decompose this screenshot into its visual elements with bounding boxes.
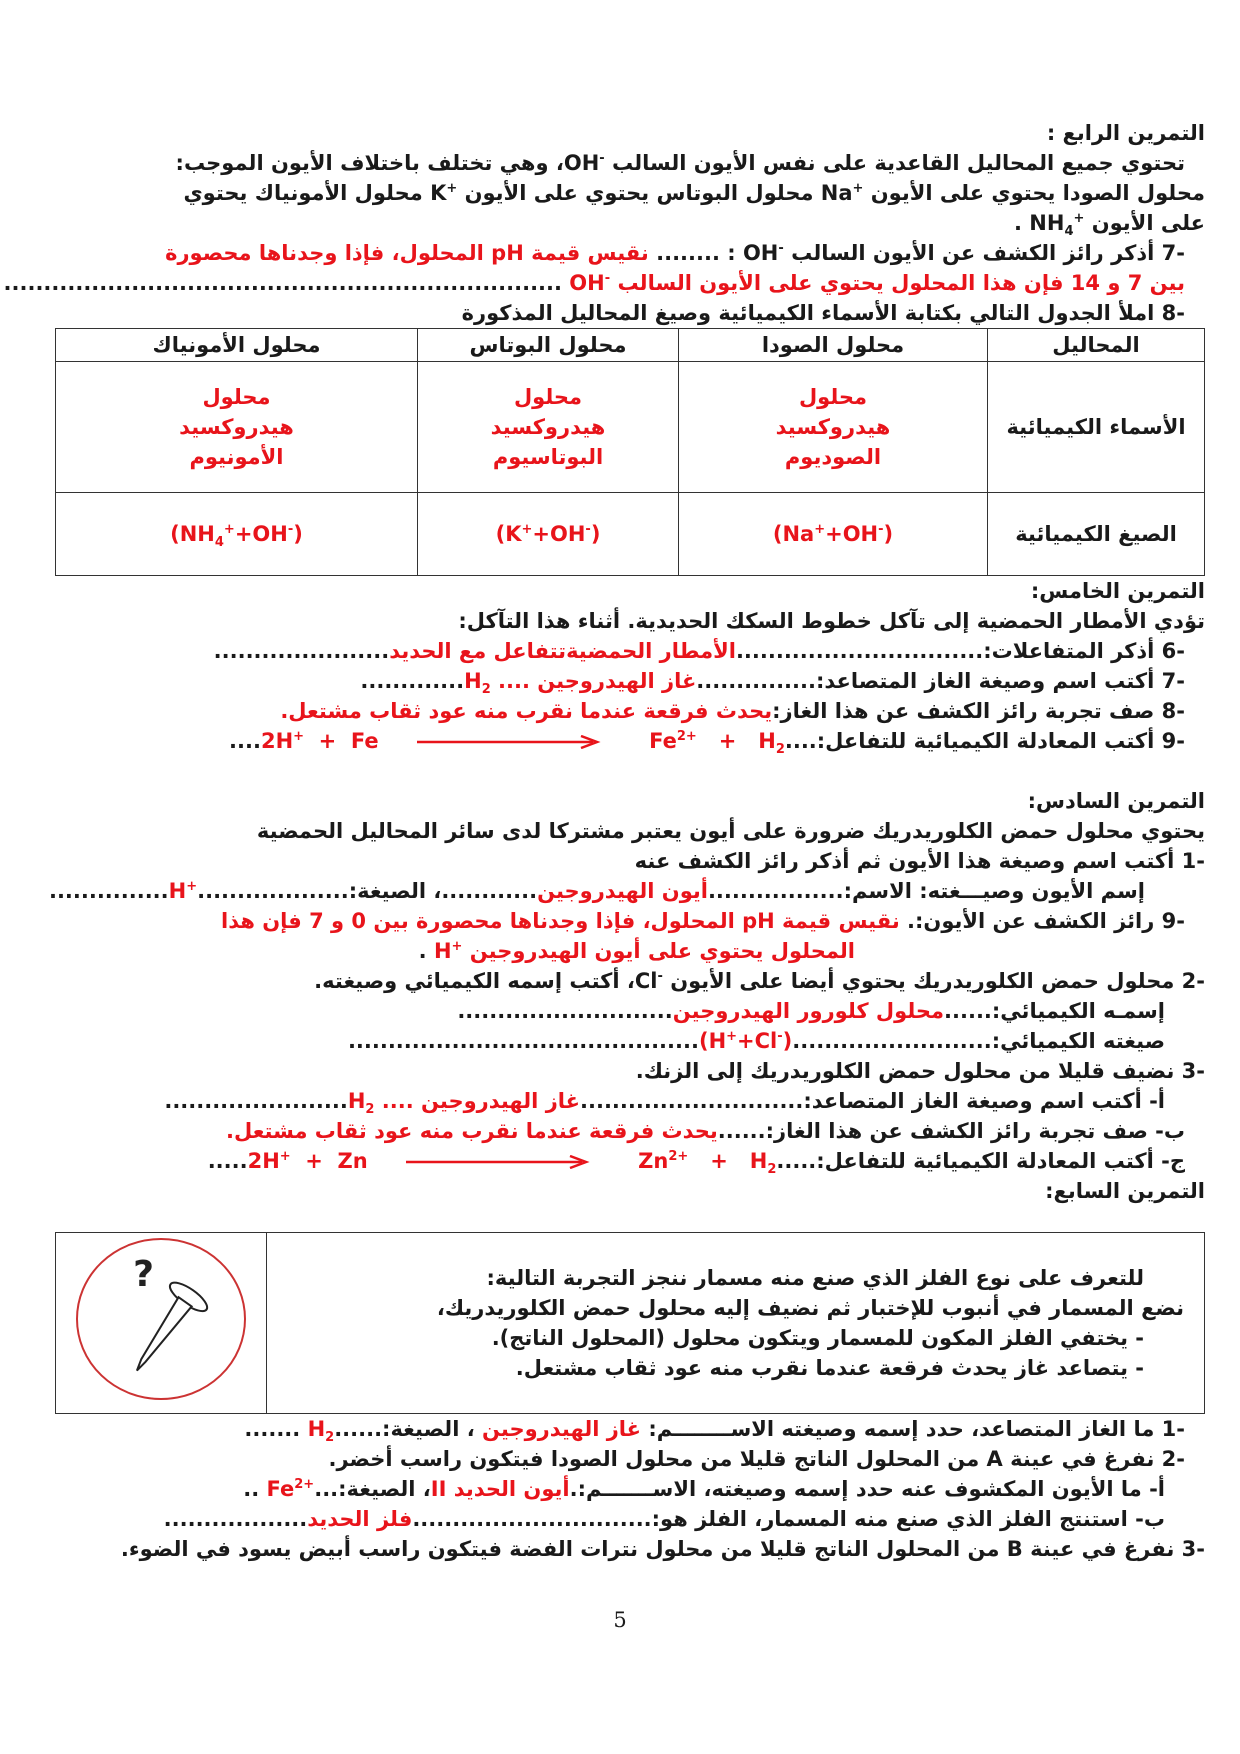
name-cell-potash: محلول هيدروكسيد البوتاسيوم bbox=[418, 362, 679, 493]
exercise-6-question-3c: ج- أكتب المعادلة الكيميائية للتفاعل:.....2H+ + Zn $Zn^{2+} + H_2$..... bbox=[55, 1146, 1205, 1176]
table-header-cell: محلول الأمونياك bbox=[56, 329, 418, 362]
exercise-6-question-3: -3 نضيف قليلا من محلول حمض الكلوريدريك إلى الزنك. bbox=[635, 1059, 1205, 1083]
exercise-7-question-2b: ب- استنتج الفلز الذي صنع منه المسمار، الفلز هو:..............................فلز الحديد.................. bbox=[163, 1507, 1165, 1531]
exercise-4-intro-line2: محلول الصودا يحتوي على الأيون Na+ محلول البوتاس يحتوي على الأيون K+ محلول الأمونياك يحتوي bbox=[183, 181, 1205, 205]
exercise-7-title: التمرين السابع: bbox=[1045, 1179, 1205, 1203]
table-row-formulas bbox=[56, 493, 1205, 576]
exercise-6-intro: يحتوي محلول حمض الكلوريدريك ضرورة على أيون يعتبر مشتركا لدى سائر المحاليل الحمضية bbox=[256, 819, 1205, 843]
exercise-6-answer-9-line2: المحلول يحتوي على أيون الهيدروجين H+ . bbox=[418, 939, 855, 963]
row-label-names: الأسماء الكيميائية bbox=[988, 362, 1205, 493]
exercise-7-question-2a: أ- ما الأيون المكشوف عنه حدد إسمه وصيغته، الاســـــــم:.أيون الحديد II، $الصيغة:...Fe^{2+}$ .. bbox=[243, 1477, 1165, 1501]
table-header-cell: محلول البوتاس bbox=[418, 329, 679, 362]
page-number: 5 bbox=[613, 1608, 627, 1632]
exercise-6-question-1: -1 أكتب اسم وصيغة هذا الأيون ثم أذكر رائز الكشف عنه bbox=[634, 849, 1205, 873]
exercise-4-question-8: -8 املأ الجدول التالي بكتابة الأسماء الكيميائية وصيغ المحاليل المذكورة bbox=[461, 301, 1185, 325]
exercise-6-question-1a: إسم الأيون وصيـــغته: الاسم:.................أيون الهيدروجين............، الصيغة:...................H+............... bbox=[48, 879, 1145, 903]
reaction-arrow-icon bbox=[404, 1155, 594, 1169]
table-row-names bbox=[56, 362, 1205, 493]
solutions-table bbox=[55, 328, 1205, 576]
exercise-7-question-3: -3 نفرغ في عينة B من المحلول الناتج قليلا من محلول نترات الفضة فيتكون راسب أبيض يسود في الضوء. bbox=[120, 1537, 1205, 1561]
exercise-4-title: التمرين الرابع : bbox=[1046, 121, 1205, 145]
table-header-cell: محلول الصودا bbox=[679, 329, 988, 362]
exercise-5-question-7: -7 أكتب اسم وصيغة الغاز المتصاعد:...............غاز الهيدروجين .... $H_2$............. bbox=[360, 669, 1185, 698]
row-label-formulas: الصيغ الكيميائية bbox=[988, 493, 1205, 576]
equation-zn: 2H+ + Zn $Zn^{2+} + H_2$ bbox=[247, 1149, 777, 1178]
exercise-6-question-3a: أ- أكتب اسم وصيغة الغاز المتصاعد:............................غاز الهيدروجين .... $H_2$....................... bbox=[164, 1089, 1165, 1118]
name-cell-soda: محلول هيدروكسيد الصوديوم bbox=[679, 362, 988, 493]
exercise-4-question-7: -7 أذكر رائز الكشف عن الأيون السالب OH- : ........ نقيس قيمة pH المحلول، فإذا وجدناها محصورة bbox=[165, 241, 1185, 265]
nail-illustration bbox=[56, 1233, 267, 1414]
equation-fe: 2H+ + Fe $Fe^{2+} + H_2$ bbox=[260, 729, 785, 758]
experiment-box bbox=[55, 1232, 1205, 1414]
reaction-arrow-icon bbox=[415, 735, 605, 749]
exercise-7-question-1: -1 ما الغاز المتصاعد، حدد إسمه وصيغته الاســــــــم: غاز الهيدروجين ، $الصيغة:......H_2$ ....... bbox=[244, 1417, 1185, 1446]
exercise-6-question-3b: ب- صف تجربة رائز الكشف عن هذا الغاز:......يحدث فرقعة عندما نقرب منه عود ثقاب مشتعل. bbox=[225, 1119, 1185, 1143]
exercise-4-intro-line3: على الأيون $NH_4^+$ . bbox=[1013, 211, 1205, 240]
exercise-5-question-9: -9 أكتب المعادلة الكيميائية للتفاعل:....2H+ + Fe $Fe^{2+} + H_2$.... bbox=[55, 726, 1205, 756]
nail-icon bbox=[66, 1234, 256, 1404]
exercise-5-title: التمرين الخامس: bbox=[1030, 579, 1205, 603]
table-header-cell: المحاليل bbox=[988, 329, 1205, 362]
worksheet-content bbox=[3, 118, 1205, 1564]
formula-cell-soda: (Na++OH-) bbox=[679, 493, 988, 576]
exercise-5-intro: تؤدي الأمطار الحمضية إلى تآكل خطوط السكك الحديدية. أثناء هذا التآكل: bbox=[458, 609, 1205, 633]
exercise-7-question-2: -2 نفرغ في عينة A من المحلول الناتج قليلا من محلول الصودا فيتكون راسب أخضر. bbox=[328, 1447, 1185, 1471]
formula-cell-ammonia: $(NH_4^++OH^-)$ bbox=[56, 493, 418, 576]
exercise-6-question-9: -9 رائز الكشف عن الأيون:. نقيس قيمة pH المحلول، فإذا وجدناها محصورة بين 0 و 7 فإن هذا bbox=[221, 909, 1185, 933]
exercise-4-answer-7a: نقيس قيمة pH المحلول، فإذا وجدناها محصورة bbox=[165, 241, 649, 265]
exercise-5-question-6: -6 أذكر المتفاعلات:...............................الأمطار الحمضيةتتفاعل مع الحديد...................... bbox=[213, 639, 1185, 663]
name-cell-ammonia: محلول هيدروكسيد الأمونيوم bbox=[56, 362, 418, 493]
exercise-6-title: التمرين السادس: bbox=[1027, 789, 1205, 813]
exercise-6-question-2a: إسمـه الكيميائي:......محلول كلورور الهيدروجين........................... bbox=[457, 999, 1165, 1023]
exercise-4-intro-line1: تحتوي جميع المحاليل القاعدية على نفس الأيون السالب OH-، وهي تختلف باختلاف الأيون الموجب: bbox=[175, 151, 1185, 175]
experiment-description: للتعرف على نوع الفلز الذي صنع منه مسمار ننجز التجربة التالية: نضع المسمار في أنبوب للإختبار ثم نضيف إليه محلول حمض الكلوريدريك، - يختفي الفلز المكون للمسمار ويتكون محلول (المحلول الناتج). - يتصاعد غاز يحدث فرقعة عندما نقرب منه عود ثقاب مشتعل. bbox=[267, 1233, 1205, 1414]
svg-text:?: ? bbox=[133, 1254, 154, 1295]
table-header-row bbox=[56, 329, 1205, 362]
formula-cell-potash: (K++OH-) bbox=[418, 493, 679, 576]
exercise-4-answer-7-line2: بين 7 و 14 فإن هذا المحلول يحتوي على الأيون السالب OH- ...................................................................... bbox=[3, 271, 1185, 295]
exercise-6-question-2b: صيغته الكيميائي:.........................(H++Cl-)............................................ bbox=[347, 1029, 1165, 1053]
exercise-6-question-2: -2 محلول حمض الكلوريدريك يحتوي أيضا على الأيون Cl-، أكتب إسمه الكيميائي وصيغته. bbox=[314, 969, 1205, 993]
exercise-5-question-8: -8 صف تجربة رائز الكشف عن هذا الغاز:يحدث فرقعة عندما نقرب منه عود ثقاب مشتعل. bbox=[280, 699, 1185, 723]
